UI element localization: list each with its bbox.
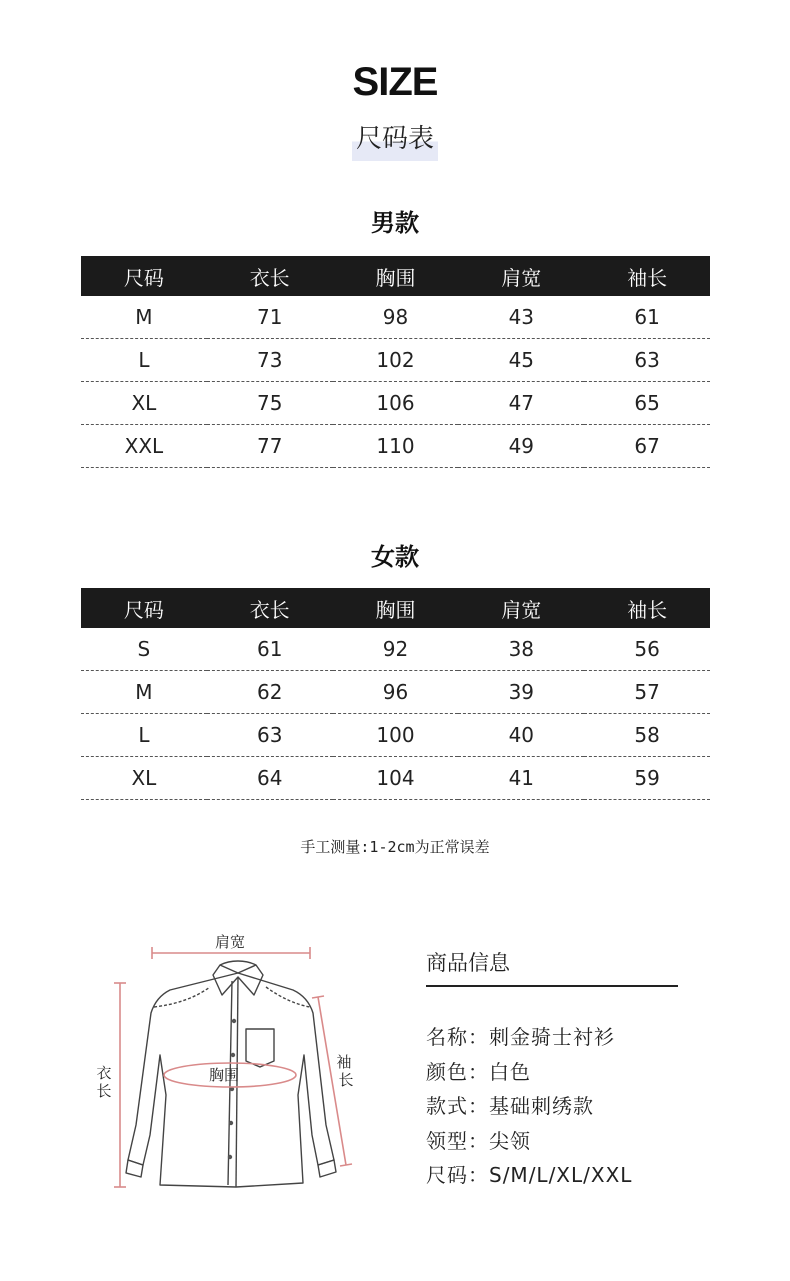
table-cell: 38 <box>458 628 584 671</box>
table-cell: 67 <box>584 425 710 468</box>
table-cell: 57 <box>584 671 710 714</box>
table-cell: 58 <box>584 714 710 757</box>
product-info-item: 领型：尖领 <box>426 1128 531 1153</box>
column-header: 衣长 <box>207 588 333 628</box>
table-cell: L <box>81 714 207 757</box>
measurement-note: 手工测量:1-2cm为正常误差 <box>300 838 490 856</box>
chest-label: 胸围 <box>208 1066 240 1084</box>
table-cell: 39 <box>458 671 584 714</box>
table-cell: S <box>81 628 207 671</box>
column-header: 肩宽 <box>458 588 584 628</box>
product-info-item: 颜色：白色 <box>426 1059 531 1084</box>
women-section-title: 女款 <box>371 542 419 571</box>
table-row <box>81 714 710 757</box>
men-size-table <box>81 256 710 468</box>
product-info-item: 款式：基础刺绣款 <box>426 1094 594 1118</box>
table-cell: M <box>81 671 207 714</box>
column-header: 胸围 <box>333 588 459 628</box>
table-cell: 64 <box>207 757 333 800</box>
shirt-diagram <box>88 925 378 1200</box>
table-header-row <box>81 588 710 628</box>
table-row <box>81 757 710 800</box>
table-cell: 96 <box>333 671 459 714</box>
table-cell: 63 <box>584 339 710 382</box>
sleeve-length-label-1: 袖 <box>336 1053 352 1071</box>
table-cell: 110 <box>333 425 459 468</box>
table-cell: 40 <box>458 714 584 757</box>
men-section-title: 男款 <box>371 208 419 237</box>
table-cell: 71 <box>207 296 333 339</box>
column-header: 胸围 <box>333 256 459 296</box>
table-cell: 62 <box>207 671 333 714</box>
table-cell: 106 <box>333 382 459 425</box>
product-info-title: 商品信息 <box>426 951 510 975</box>
body-length-label-2: 长 <box>96 1082 112 1100</box>
table-cell: 43 <box>458 296 584 339</box>
column-header: 尺码 <box>81 256 207 296</box>
product-info-divider <box>426 985 678 987</box>
product-info-list <box>426 1020 632 1193</box>
table-cell: XL <box>81 757 207 800</box>
table-cell: 63 <box>207 714 333 757</box>
shoulder-width-label: 肩宽 <box>214 933 246 951</box>
table-cell: 77 <box>207 425 333 468</box>
table-cell: 102 <box>333 339 459 382</box>
product-info-item: 尺码：S/M/L/XL/XXL <box>426 1163 633 1187</box>
product-info-item: 名称：刺金骑士衬衫 <box>426 1025 615 1049</box>
body-length-label-1: 衣 <box>96 1064 112 1082</box>
table-row <box>81 382 710 425</box>
table-cell: 104 <box>333 757 459 800</box>
table-cell: 65 <box>584 382 710 425</box>
column-header: 袖长 <box>584 588 710 628</box>
table-cell: L <box>81 339 207 382</box>
table-row <box>81 339 710 382</box>
table-cell: 45 <box>458 339 584 382</box>
column-header: 肩宽 <box>458 256 584 296</box>
table-cell: 61 <box>207 628 333 671</box>
table-cell: 59 <box>584 757 710 800</box>
table-row <box>81 628 710 671</box>
table-cell: XXL <box>81 425 207 468</box>
page-title: SIZE <box>352 60 438 104</box>
table-row <box>81 296 710 339</box>
column-header: 尺码 <box>81 588 207 628</box>
column-header: 袖长 <box>584 256 710 296</box>
women-size-table <box>81 588 710 800</box>
table-row <box>81 671 710 714</box>
table-cell: 49 <box>458 425 584 468</box>
table-cell: 73 <box>207 339 333 382</box>
subtitle-wrap <box>0 118 790 161</box>
table-cell: 75 <box>207 382 333 425</box>
table-cell: XL <box>81 382 207 425</box>
page-subtitle: 尺码表 <box>352 118 438 161</box>
table-header-row <box>81 256 710 296</box>
sleeve-length-label-2: 长 <box>338 1071 354 1089</box>
table-cell: 100 <box>333 714 459 757</box>
table-cell: 56 <box>584 628 710 671</box>
table-cell: 47 <box>458 382 584 425</box>
table-cell: 61 <box>584 296 710 339</box>
table-cell: 98 <box>333 296 459 339</box>
table-cell: 41 <box>458 757 584 800</box>
table-row <box>81 425 710 468</box>
table-cell: 92 <box>333 628 459 671</box>
table-cell: M <box>81 296 207 339</box>
column-header: 衣长 <box>207 256 333 296</box>
